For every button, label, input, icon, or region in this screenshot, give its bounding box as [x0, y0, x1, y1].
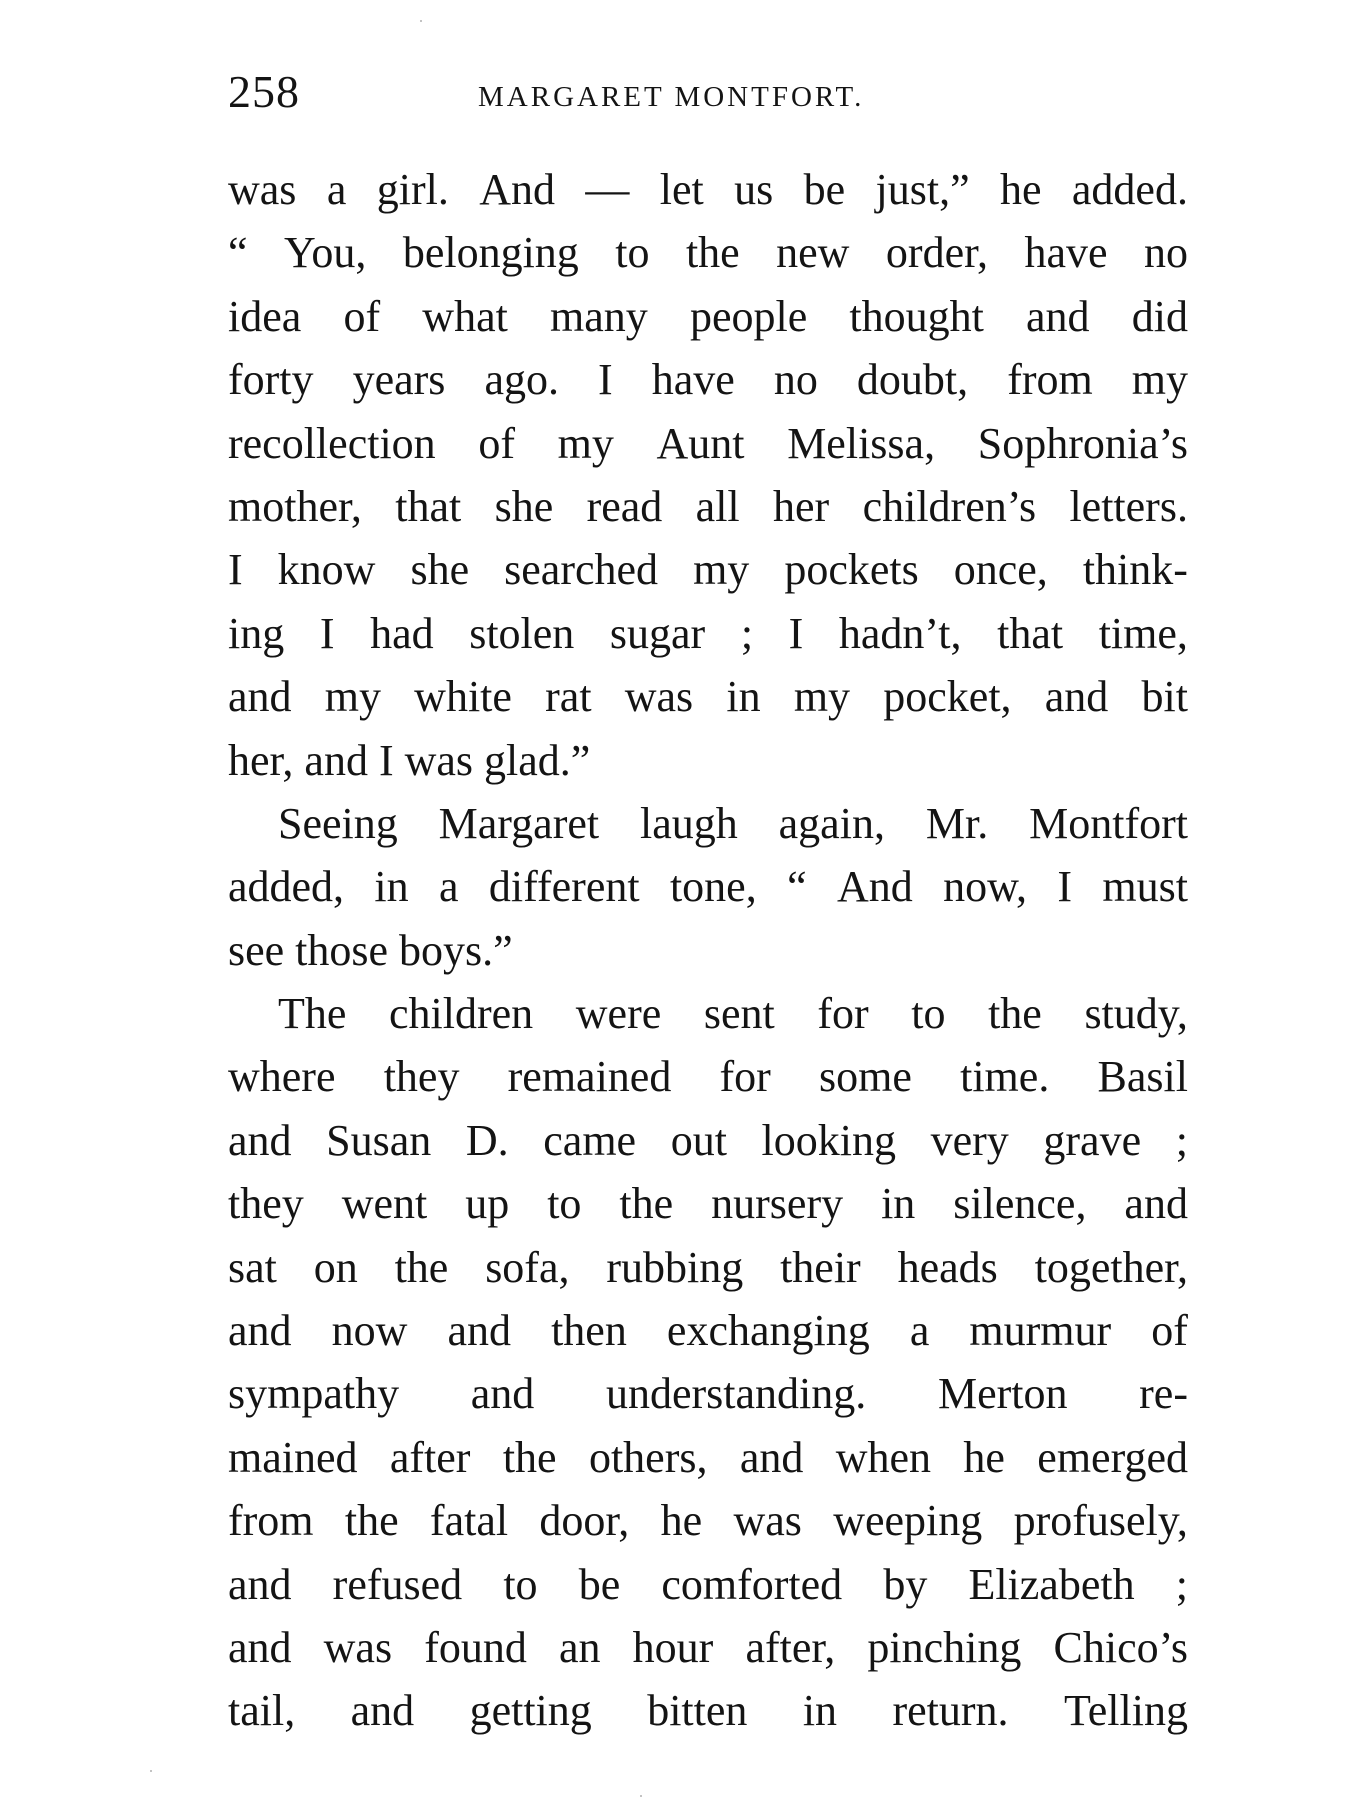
- word: the: [394, 1242, 449, 1292]
- word: in: [802, 1686, 838, 1736]
- word: murmur: [969, 1306, 1112, 1356]
- text-line: [228, 348, 1188, 411]
- word: all: [695, 481, 740, 531]
- word: he: [999, 165, 1042, 214]
- word: some: [819, 1052, 912, 1102]
- word: was: [733, 1496, 802, 1546]
- word: pockets: [784, 545, 919, 595]
- word: Aunt: [656, 418, 745, 468]
- word: my: [1131, 355, 1188, 405]
- word: grave: [1043, 1115, 1142, 1165]
- word: be: [578, 1559, 621, 1609]
- word: —: [585, 165, 630, 214]
- word: the: [988, 989, 1042, 1039]
- text-line: [228, 412, 1188, 475]
- word: hour: [632, 1622, 714, 1672]
- text-line: [228, 158, 1188, 221]
- text-line: [228, 538, 1188, 601]
- word: now: [331, 1306, 408, 1356]
- text-line: [228, 729, 1188, 792]
- word: and: [739, 1432, 804, 1482]
- word: to: [547, 1179, 582, 1229]
- word: mother,: [228, 481, 362, 531]
- word: I: [1057, 862, 1073, 912]
- body-text: [228, 158, 1188, 1743]
- text-line: [228, 1299, 1188, 1362]
- word: her: [773, 481, 830, 531]
- word: looking: [761, 1115, 896, 1165]
- word: Melissa,: [787, 418, 936, 468]
- word: in: [726, 672, 761, 722]
- word: children’s: [862, 481, 1037, 531]
- word: searched: [504, 545, 659, 595]
- word: heads: [897, 1242, 998, 1292]
- word: for: [719, 1052, 771, 1102]
- word: to: [503, 1559, 538, 1609]
- word: no: [1143, 228, 1188, 278]
- word: and: [1026, 291, 1090, 341]
- page-number: 258: [228, 66, 300, 117]
- word: You,: [283, 228, 367, 278]
- word: came: [543, 1115, 637, 1165]
- text-line: [228, 1489, 1188, 1552]
- word: ;: [1175, 1115, 1188, 1165]
- word: stolen: [469, 608, 575, 658]
- word: different: [488, 862, 640, 912]
- word: and: [1044, 672, 1109, 722]
- word: nursery: [711, 1179, 844, 1229]
- word: letters.: [1069, 481, 1188, 531]
- word: forty: [228, 355, 314, 405]
- word: on: [313, 1242, 358, 1292]
- word: had: [370, 608, 434, 658]
- word: a: [439, 862, 459, 912]
- word: white: [414, 672, 512, 722]
- word: Sophronia’s: [977, 418, 1188, 468]
- word: Basil: [1097, 1052, 1188, 1102]
- word: no: [773, 355, 818, 405]
- scan-speck: [640, 1795, 642, 1797]
- word: and: [470, 1369, 535, 1419]
- word: “: [228, 228, 248, 278]
- word: they: [383, 1052, 460, 1102]
- word: went: [341, 1179, 428, 1229]
- scan-speck: [420, 20, 422, 22]
- word: and: [228, 1559, 292, 1609]
- word: D.: [465, 1115, 509, 1165]
- word: And: [479, 165, 555, 214]
- word: out: [670, 1115, 727, 1165]
- word: tail,: [228, 1686, 296, 1736]
- word: my: [793, 672, 851, 722]
- word: and: [350, 1686, 415, 1736]
- text-line: [228, 982, 1188, 1045]
- word: new: [776, 228, 850, 278]
- word: And: [836, 862, 913, 912]
- word: sympathy: [228, 1369, 400, 1419]
- word: to: [615, 228, 650, 278]
- word: now,: [943, 862, 1028, 912]
- word: sofa,: [485, 1242, 570, 1292]
- text-line: [228, 1109, 1188, 1172]
- word: that: [997, 608, 1064, 658]
- word: of: [1151, 1306, 1188, 1356]
- word: people: [689, 291, 808, 341]
- word: did: [1131, 291, 1188, 341]
- word: remained: [507, 1052, 672, 1102]
- word: added,: [228, 862, 345, 912]
- word: rat: [545, 672, 592, 722]
- text-line: [228, 665, 1188, 728]
- word: understanding.: [605, 1369, 867, 1419]
- word: an: [559, 1622, 601, 1672]
- word: weeping: [833, 1496, 983, 1546]
- scan-speck: [150, 1770, 152, 1772]
- word: hadn’t,: [838, 608, 962, 658]
- word: sugar: [609, 608, 706, 658]
- word: very: [930, 1115, 1009, 1165]
- word: Montfort: [1029, 798, 1188, 848]
- word: and: [228, 672, 292, 722]
- word: the: [502, 1432, 557, 1482]
- word: many: [550, 291, 648, 341]
- word: the: [344, 1496, 399, 1546]
- word: ;: [740, 608, 754, 658]
- text-line: [228, 221, 1188, 284]
- word: belonging: [402, 228, 579, 278]
- word: others,: [588, 1432, 708, 1482]
- word: thought: [849, 291, 984, 341]
- word: and: [447, 1306, 511, 1356]
- text-line: [228, 1236, 1188, 1299]
- word: and: [228, 1115, 292, 1165]
- word: ;: [1175, 1559, 1188, 1609]
- word: my: [324, 672, 381, 722]
- word: together,: [1034, 1242, 1188, 1292]
- word: of: [343, 291, 381, 341]
- word: to: [911, 989, 946, 1039]
- word: getting: [469, 1686, 592, 1736]
- text-line: [228, 1172, 1188, 1235]
- text-line: [228, 285, 1188, 348]
- word: have: [651, 355, 735, 405]
- text-line: [228, 1553, 1188, 1616]
- word: the: [685, 228, 740, 278]
- word: a: [326, 165, 347, 214]
- word: must: [1102, 862, 1188, 912]
- word: the: [619, 1179, 674, 1229]
- word: were: [575, 989, 662, 1039]
- word: after: [389, 1432, 471, 1482]
- word: in: [881, 1179, 916, 1229]
- word: was: [228, 165, 297, 214]
- word: my: [693, 545, 750, 595]
- word: of: [478, 418, 515, 468]
- word: I: [788, 608, 804, 658]
- text-line: [228, 919, 1188, 982]
- word: that: [395, 481, 462, 531]
- word: years: [352, 355, 446, 405]
- word: return.: [892, 1686, 1009, 1736]
- word: The: [278, 989, 347, 1039]
- word: and: [1124, 1179, 1188, 1229]
- text-line: [228, 602, 1188, 665]
- word: in: [374, 862, 409, 912]
- word: a: [909, 1306, 930, 1356]
- text-line: [228, 1426, 1188, 1489]
- word: read: [586, 481, 663, 531]
- word: was: [624, 672, 694, 722]
- word: let: [659, 165, 704, 214]
- word: children: [389, 989, 534, 1039]
- word: have: [1024, 228, 1108, 278]
- word: re-: [1139, 1369, 1188, 1419]
- word: girl.: [376, 165, 449, 214]
- word: she: [494, 481, 554, 531]
- word: silence,: [953, 1179, 1087, 1229]
- word: and: [228, 1306, 292, 1356]
- word: us: [734, 165, 774, 214]
- text-line: [228, 1679, 1188, 1742]
- word: mained: [228, 1432, 358, 1482]
- word: he: [963, 1432, 1005, 1482]
- word: profusely,: [1013, 1496, 1188, 1546]
- word: she: [410, 545, 470, 595]
- word: think-: [1082, 545, 1188, 595]
- word: from: [228, 1496, 314, 1546]
- word: Merton: [937, 1369, 1068, 1419]
- text-line-content: see those boys.”: [228, 925, 513, 975]
- word: up: [465, 1179, 510, 1229]
- word: bitten: [647, 1686, 748, 1736]
- word: idea: [228, 291, 302, 341]
- text-line: [228, 792, 1188, 855]
- word: my: [557, 418, 614, 468]
- word: refused: [332, 1559, 463, 1609]
- word: emerged: [1037, 1432, 1188, 1482]
- word: doubt,: [856, 355, 969, 405]
- word: Chico’s: [1053, 1622, 1188, 1672]
- word: fatal: [429, 1496, 509, 1546]
- word: then: [551, 1306, 627, 1356]
- word: laugh: [640, 798, 738, 848]
- word: time.: [960, 1052, 1050, 1102]
- word: recollection: [228, 418, 436, 468]
- word: their: [780, 1242, 861, 1292]
- word: again,: [778, 798, 885, 848]
- word: door,: [539, 1496, 630, 1546]
- word: ing: [228, 608, 285, 658]
- word: “: [787, 862, 807, 912]
- word: added.: [1071, 165, 1188, 214]
- word: know: [277, 545, 376, 595]
- word: pocket,: [883, 672, 1012, 722]
- word: Telling: [1063, 1686, 1188, 1736]
- word: once,: [953, 545, 1048, 595]
- word: I: [228, 545, 243, 595]
- word: he: [660, 1496, 703, 1546]
- word: I: [319, 608, 335, 658]
- word: and: [228, 1622, 292, 1672]
- word: after,: [745, 1622, 836, 1672]
- word: just,”: [875, 165, 970, 214]
- word: Margaret: [438, 798, 600, 848]
- word: rubbing: [606, 1242, 744, 1292]
- word: I: [598, 355, 613, 405]
- word: pinching: [867, 1622, 1022, 1672]
- word: be: [803, 165, 846, 214]
- word: Mr.: [925, 798, 989, 848]
- word: Elizabeth: [968, 1559, 1135, 1609]
- word: when: [835, 1432, 932, 1482]
- word: where: [228, 1052, 336, 1102]
- word: time,: [1098, 608, 1188, 658]
- word: Susan: [326, 1115, 432, 1165]
- text-line: [228, 475, 1188, 538]
- word: was: [323, 1622, 393, 1672]
- word: what: [422, 291, 508, 341]
- word: ago.: [484, 355, 559, 405]
- page-header: [228, 62, 1188, 122]
- word: bit: [1141, 672, 1188, 722]
- text-line: [228, 1362, 1188, 1425]
- word: sent: [703, 989, 775, 1039]
- word: exchanging: [666, 1306, 870, 1356]
- text-line: [228, 1616, 1188, 1679]
- word: order,: [885, 228, 988, 278]
- word: from: [1007, 355, 1093, 405]
- word: by: [883, 1559, 928, 1609]
- running-title: MARGARET MONTFORT.: [478, 81, 865, 113]
- text-line: [228, 1045, 1188, 1108]
- word: they: [228, 1179, 304, 1229]
- word: sat: [228, 1242, 277, 1292]
- word: found: [424, 1622, 527, 1672]
- word: Seeing: [278, 798, 398, 848]
- word: for: [817, 989, 869, 1039]
- text-line: [228, 855, 1188, 918]
- word: comforted: [661, 1559, 843, 1609]
- word: study,: [1084, 989, 1188, 1039]
- word: tone,: [669, 862, 757, 912]
- text-line-content: her, and I was glad.”: [228, 735, 591, 785]
